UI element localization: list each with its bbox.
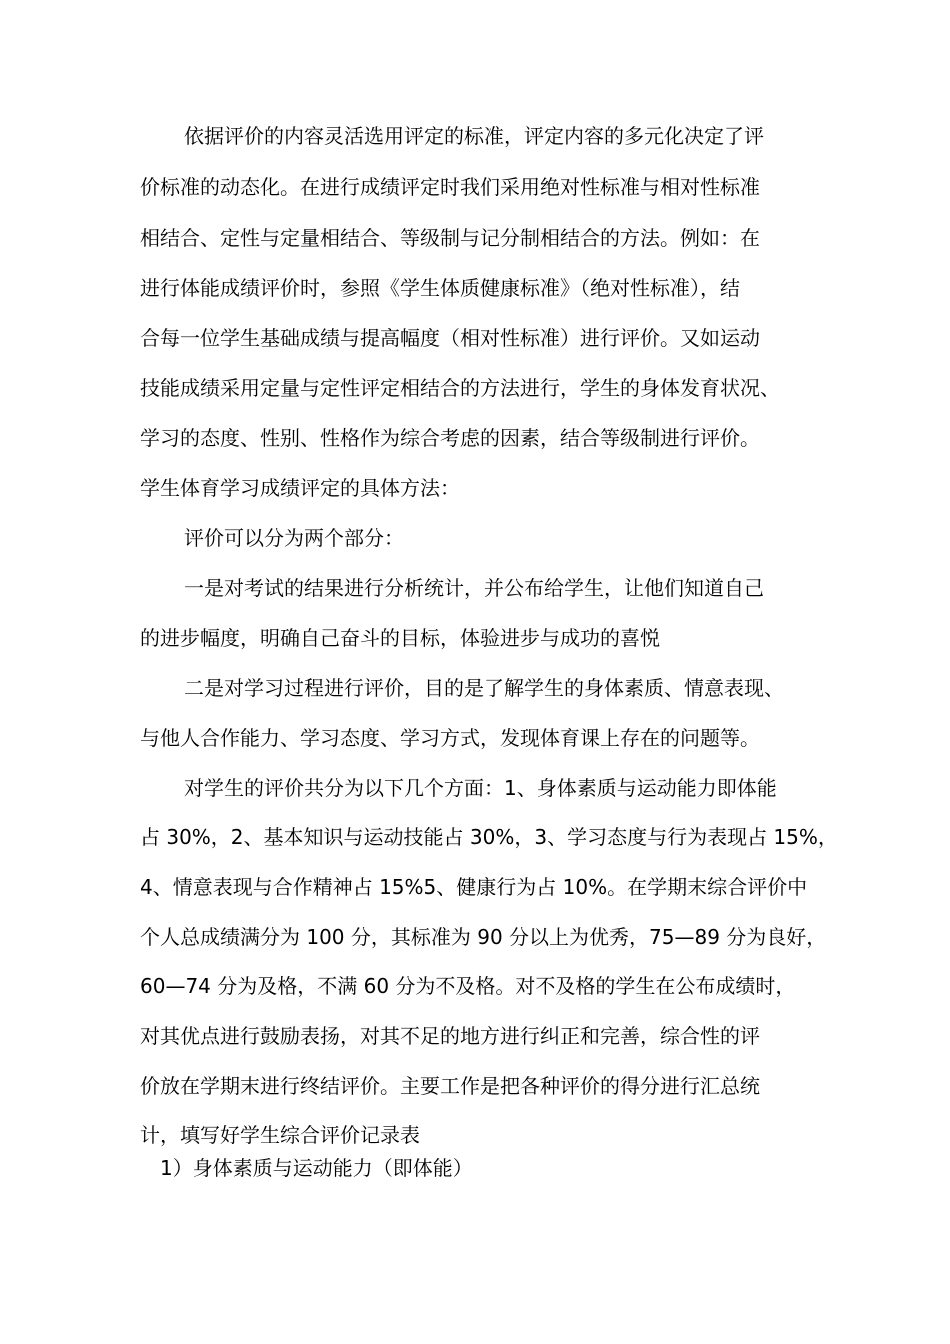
text-line: 对学生的评价共分为以下几个方面：1、身体素质与运动能力即体能 xyxy=(184,776,777,800)
text-line: 的进步幅度，明确自己奋斗的目标，体验进步与成功的喜悦 xyxy=(140,626,660,650)
list-item-heading: 1）身体素质与运动能力（即体能） xyxy=(160,1156,473,1180)
text-line: 60—74 分为及格，不满 60 分为不及格。对不及格的学生在公布成绩时， xyxy=(140,974,796,998)
text-line: 二是对学习过程进行评价，目的是了解学生的身体素质、情意表现、 xyxy=(184,676,784,700)
text-line: 一是对考试的结果进行分析统计，并公布给学生，让他们知道自己 xyxy=(184,576,764,600)
text-line: 占 30%，2、基本知识与运动技能占 30%，3、学习态度与行为表现占 15%， xyxy=(140,825,838,849)
text-line: 依据评价的内容灵活选用评定的标准，评定内容的多元化决定了评 xyxy=(184,124,764,148)
text-line: 价放在学期末进行终结评价。主要工作是把各种评价的得分进行汇总统 xyxy=(140,1074,760,1098)
text-line: 与他人合作能力、学习态度、学习方式，发现体育课上存在的问题等。 xyxy=(140,726,760,750)
text-line: 个人总成绩满分为 100 分，其标准为 90 分以上为优秀，75—89 分为良好， xyxy=(140,925,827,949)
text-line: 技能成绩采用定量与定性评定相结合的方法进行，学生的身体发育状况、 xyxy=(140,376,780,400)
text-line: 相结合、定性与定量相结合、等级制与记分制相结合的方法。例如：在 xyxy=(140,226,760,250)
text-line: 进行体能成绩评价时，参照《学生体质健康标准》（绝对性标准），结 xyxy=(140,276,740,300)
text-line: 价标准的动态化。在进行成绩评定时我们采用绝对性标准与相对性标准 xyxy=(140,175,760,199)
section-heading: 学生体育学习成绩评定的具体方法： xyxy=(140,476,460,500)
text-line: 合每一位学生基础成绩与提高幅度（相对性标准）进行评价。又如运动 xyxy=(140,326,760,350)
text-line: 4、情意表现与合作精神占 15%5、健康行为占 10%。在学期末综合评价中 xyxy=(140,875,808,899)
text-line: 计，填写好学生综合评价记录表 xyxy=(140,1123,420,1147)
text-line: 评价可以分为两个部分： xyxy=(184,526,404,550)
text-line: 学习的态度、性别、性格作为综合考虑的因素，结合等级制进行评价。 xyxy=(140,426,760,450)
text-line: 对其优点进行鼓励表扬，对其不足的地方进行纠正和完善，综合性的评 xyxy=(140,1024,760,1048)
